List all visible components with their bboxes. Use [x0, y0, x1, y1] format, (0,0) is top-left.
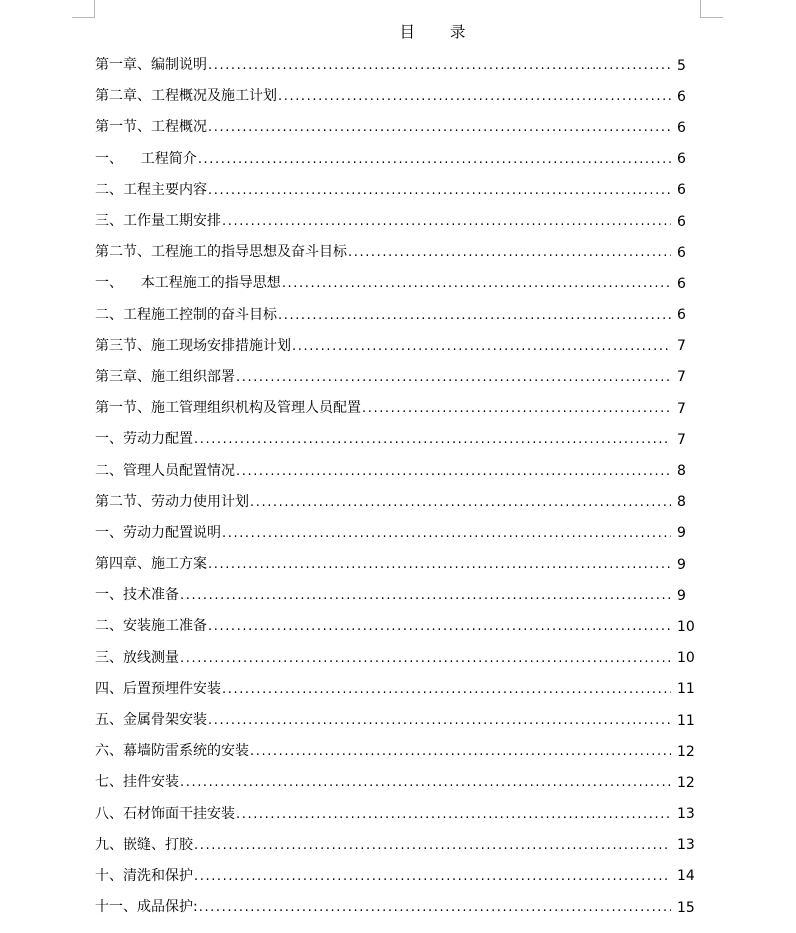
toc-entry[interactable] — [95, 611, 695, 642]
toc-entry-line — [95, 710, 671, 731]
toc-entry-page-number: 9 — [677, 525, 686, 542]
toc-entry[interactable] — [95, 424, 695, 455]
toc-entry[interactable] — [95, 50, 695, 81]
toc-dot-leader — [208, 555, 671, 575]
toc-dot-leader — [348, 243, 671, 263]
toc-entry-line — [95, 523, 671, 544]
toc-list — [95, 50, 695, 923]
toc-entry[interactable] — [95, 674, 695, 705]
toc-entry-label: 第二节、工程施工的指导思想及奋斗目标 — [95, 244, 347, 261]
toc-entry-label: 第一节、工程概况 — [95, 119, 207, 136]
toc-dot-leader — [208, 181, 671, 201]
toc-entry-line — [95, 149, 671, 170]
toc-entry-line — [95, 242, 671, 263]
toc-entry-line — [95, 616, 671, 637]
toc-dot-leader — [194, 430, 671, 450]
toc-entry-label: 二、工程施工控制的奋斗目标 — [95, 306, 277, 323]
toc-entry-line — [95, 336, 671, 357]
toc-entry-line — [95, 180, 671, 201]
toc-dot-leader — [208, 711, 671, 731]
toc-entry[interactable] — [95, 144, 695, 175]
toc-entry-page-number: 13 — [677, 837, 695, 854]
toc-dot-leader — [282, 274, 671, 294]
toc-entry-page-number: 10 — [677, 650, 695, 667]
toc-entry-page-number: 6 — [677, 244, 686, 261]
toc-entry-page-number: 6 — [677, 275, 686, 292]
toc-entry-label: 一、技术准备 — [95, 587, 179, 604]
toc-dot-leader — [292, 337, 671, 357]
toc-entry-page-number: 8 — [677, 463, 686, 480]
toc-entry-page-number: 11 — [677, 712, 695, 729]
toc-entry-line — [95, 835, 671, 856]
toc-entry-label: 第四章、施工方案 — [95, 556, 207, 573]
toc-entry-line — [95, 866, 671, 887]
toc-dot-leader — [194, 867, 671, 887]
toc-entry-label: 第二章、工程概况及施工计划 — [95, 88, 277, 105]
toc-dot-leader — [180, 586, 671, 606]
toc-entry[interactable] — [95, 81, 695, 112]
toc-entry-label: 一、劳动力配置 — [95, 431, 193, 448]
toc-entry-label: 六、幕墙防雷系统的安装 — [95, 743, 249, 760]
toc-entry-label: 第二节、劳动力使用计划 — [95, 493, 249, 510]
toc-entry-page-number: 10 — [677, 618, 695, 635]
toc-entry-label: 第三章、施工组织部署 — [95, 368, 235, 385]
toc-entry-page-number: 6 — [677, 182, 686, 199]
toc-entry[interactable] — [95, 393, 695, 424]
toc-entry-line — [95, 211, 671, 232]
toc-entry-line — [95, 461, 671, 482]
toc-entry[interactable] — [95, 549, 695, 580]
toc-dot-leader — [208, 56, 671, 76]
toc-entry-page-number: 6 — [677, 119, 686, 136]
toc-entry[interactable] — [95, 331, 695, 362]
toc-entry-page-number: 7 — [677, 431, 686, 448]
toc-entry-line — [95, 648, 671, 669]
toc-entry[interactable] — [95, 643, 695, 674]
toc-entry-page-number: 14 — [677, 868, 695, 885]
toc-entry-line — [95, 492, 671, 513]
toc-dot-leader — [199, 898, 671, 918]
toc-dot-leader — [236, 805, 671, 825]
toc-entry-label: 七、挂件安装 — [95, 774, 179, 791]
toc-entry-line — [95, 86, 671, 107]
toc-entry-line — [95, 741, 671, 762]
toc-dot-leader — [250, 493, 671, 513]
toc-entry-page-number: 13 — [677, 806, 695, 823]
toc-dot-leader — [180, 649, 671, 669]
toc-entry-page-number: 12 — [677, 774, 695, 791]
toc-entry-label: 九、嵌缝、打胶 — [95, 836, 193, 853]
toc-entry[interactable] — [95, 175, 695, 206]
toc-entry-line — [95, 273, 671, 294]
toc-entry[interactable] — [95, 861, 695, 892]
toc-entry-page-number: 7 — [677, 400, 686, 417]
toc-entry[interactable] — [95, 300, 695, 331]
toc-entry[interactable] — [95, 736, 695, 767]
toc-entry-line — [95, 367, 671, 388]
toc-dot-leader — [222, 212, 671, 232]
toc-entry-line — [95, 679, 671, 700]
toc-dot-leader — [250, 742, 671, 762]
toc-entry-label: 五、金属骨架安装 — [95, 712, 207, 729]
toc-entry[interactable] — [95, 455, 695, 486]
toc-entry-page-number: 7 — [677, 338, 686, 355]
toc-entry-line — [95, 585, 671, 606]
toc-entry-line — [95, 55, 671, 76]
toc-entry-page-number: 8 — [677, 494, 686, 511]
toc-entry-page-number: 7 — [677, 369, 686, 386]
toc-entry-line — [95, 897, 671, 918]
toc-entry[interactable] — [95, 237, 695, 268]
toc-entry[interactable] — [95, 830, 695, 861]
toc-dot-leader — [236, 368, 671, 388]
toc-entry-label: 四、后置预埋件安装 — [95, 680, 221, 697]
toc-dot-leader — [236, 462, 671, 482]
toc-entry-line — [95, 554, 671, 575]
toc-entry-line — [95, 804, 671, 825]
toc-dot-leader — [198, 150, 671, 170]
toc-entry-line — [95, 117, 671, 138]
toc-entry-line — [95, 772, 671, 793]
toc-entry-label: 第三节、施工现场安排措施计划 — [95, 337, 291, 354]
toc-entry-label: 八、石材饰面干挂安装 — [95, 805, 235, 822]
toc-entry[interactable] — [95, 112, 695, 143]
toc-dot-leader — [362, 399, 671, 419]
toc-dot-leader — [222, 524, 671, 544]
toc-entry[interactable] — [95, 892, 695, 923]
toc-entry-label: 三、工作量工期安排 — [95, 213, 221, 230]
toc-dot-leader — [222, 680, 671, 700]
toc-entry-label: 三、放线测量 — [95, 649, 179, 666]
toc-entry-page-number: 6 — [677, 307, 686, 324]
toc-entry[interactable] — [95, 206, 695, 237]
toc-entry-label: 二、管理人员配置情况 — [95, 462, 235, 479]
toc-entry-page-number: 5 — [677, 57, 686, 74]
toc-entry-page-number: 12 — [677, 743, 695, 760]
toc-entry-label: 二、工程主要内容 — [95, 181, 207, 198]
toc-entry-label: 十、清洗和保护 — [95, 867, 193, 884]
toc-entry-label: 一、 工程简介 — [95, 150, 197, 167]
crop-mark-top-right — [700, 0, 723, 18]
toc-entry-page-number: 11 — [677, 681, 695, 698]
toc-entry-label: 二、安装施工准备 — [95, 618, 207, 635]
toc-entry[interactable] — [95, 705, 695, 736]
toc-entry-label: 一、 本工程施工的指导思想 — [95, 275, 281, 292]
toc-entry-page-number: 6 — [677, 88, 686, 105]
toc-dot-leader — [208, 617, 671, 637]
crop-mark-top-left — [72, 0, 95, 18]
toc-entry[interactable] — [95, 268, 695, 299]
toc-entry-page-number: 6 — [677, 151, 686, 168]
toc-dot-leader — [278, 306, 671, 326]
toc-entry-page-number: 6 — [677, 213, 686, 230]
toc-entry[interactable] — [95, 799, 695, 830]
toc-entry-page-number: 15 — [677, 899, 695, 916]
toc-entry-page-number: 9 — [677, 587, 686, 604]
toc-dot-leader — [208, 118, 671, 138]
toc-entry-label: 十一、成品保护: — [95, 899, 198, 916]
toc-dot-leader — [194, 836, 671, 856]
toc-title: 目 录 — [399, 23, 481, 41]
toc-entry-label: 一、劳动力配置说明 — [95, 524, 221, 541]
toc-entry-line — [95, 429, 671, 450]
toc-entry-line — [95, 398, 671, 419]
toc-entry[interactable] — [95, 580, 695, 611]
toc-entry[interactable] — [95, 518, 695, 549]
toc-entry[interactable] — [95, 767, 695, 798]
toc-dot-leader — [278, 87, 671, 107]
toc-dot-leader — [180, 773, 671, 793]
toc-entry-label: 第一章、编制说明 — [95, 57, 207, 74]
toc-entry[interactable] — [95, 362, 695, 393]
toc-entry[interactable] — [95, 487, 695, 518]
toc-entry-line — [95, 305, 671, 326]
toc-entry-label: 第一节、施工管理组织机构及管理人员配置 — [95, 400, 361, 417]
toc-entry-page-number: 9 — [677, 556, 686, 573]
